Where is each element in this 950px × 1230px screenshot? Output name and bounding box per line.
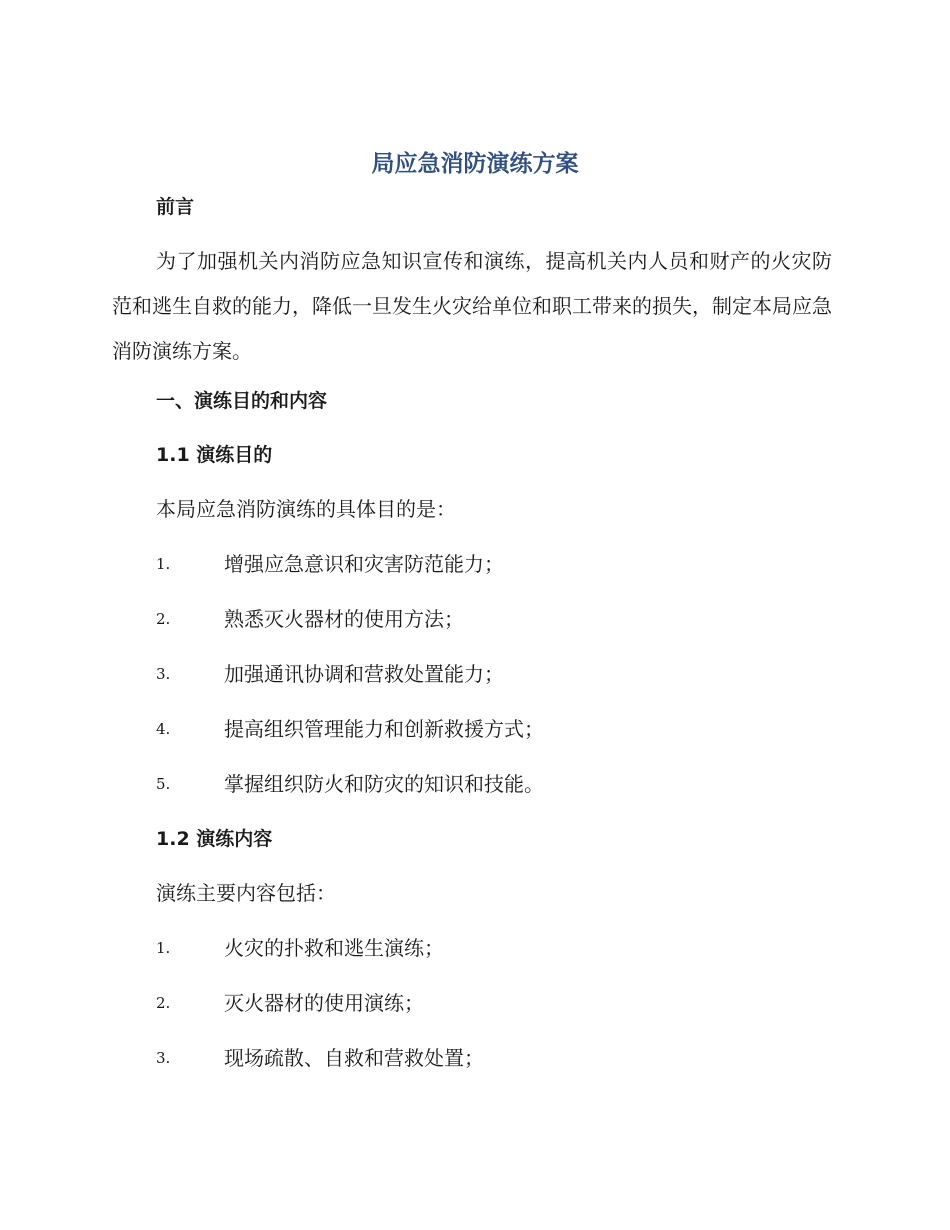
document-title: 局应急消防演练方案: [371, 151, 579, 177]
section-1-heading: 一、演练目的和内容: [156, 390, 328, 412]
preface-paragraph: 为了加强机关内消防应急知识宣传和演练，提高机关内人员和财产的火灾防范和逃生自救的能力，降低一旦发生火灾给单位和职工带来的损失，制定本局应急消防演练方案。: [112, 249, 832, 363]
list-item-number: 3.: [156, 1049, 171, 1067]
list-item-number: 5.: [156, 775, 171, 793]
list-item-text: 提高组织管理能力和创新救援方式；: [224, 717, 544, 741]
list-item-number: 4.: [156, 720, 171, 738]
subsection-1-1-heading: 1.1 演练目的: [156, 444, 273, 466]
subsection-1-1-intro: 本局应急消防演练的具体目的是：: [156, 497, 456, 521]
preface-heading: 前言: [156, 196, 195, 218]
subsection-1-2-heading: 1.2 演练内容: [156, 828, 273, 850]
list-item-text: 火灾的扑救和逃生演练；: [224, 936, 444, 960]
list-item-text: 灭火器材的使用演练；: [224, 991, 424, 1015]
list-item-number: 3.: [156, 665, 171, 683]
list-item-number: 2.: [156, 994, 171, 1012]
list-item-text: 加强通讯协调和营救处置能力；: [224, 662, 504, 686]
list-item-number: 2.: [156, 610, 171, 628]
list-item-text: 掌握组织防火和防灾的知识和技能。: [224, 772, 544, 796]
list-item-number: 1.: [156, 555, 171, 573]
subsection-1-2-intro: 演练主要内容包括：: [156, 881, 336, 905]
list-item-text: 增强应急意识和灾害防范能力；: [224, 552, 504, 576]
list-item-number: 1.: [156, 939, 171, 957]
list-item-text: 熟悉灭火器材的使用方法；: [224, 607, 464, 631]
list-item-text: 现场疏散、自救和营救处置；: [224, 1046, 484, 1070]
